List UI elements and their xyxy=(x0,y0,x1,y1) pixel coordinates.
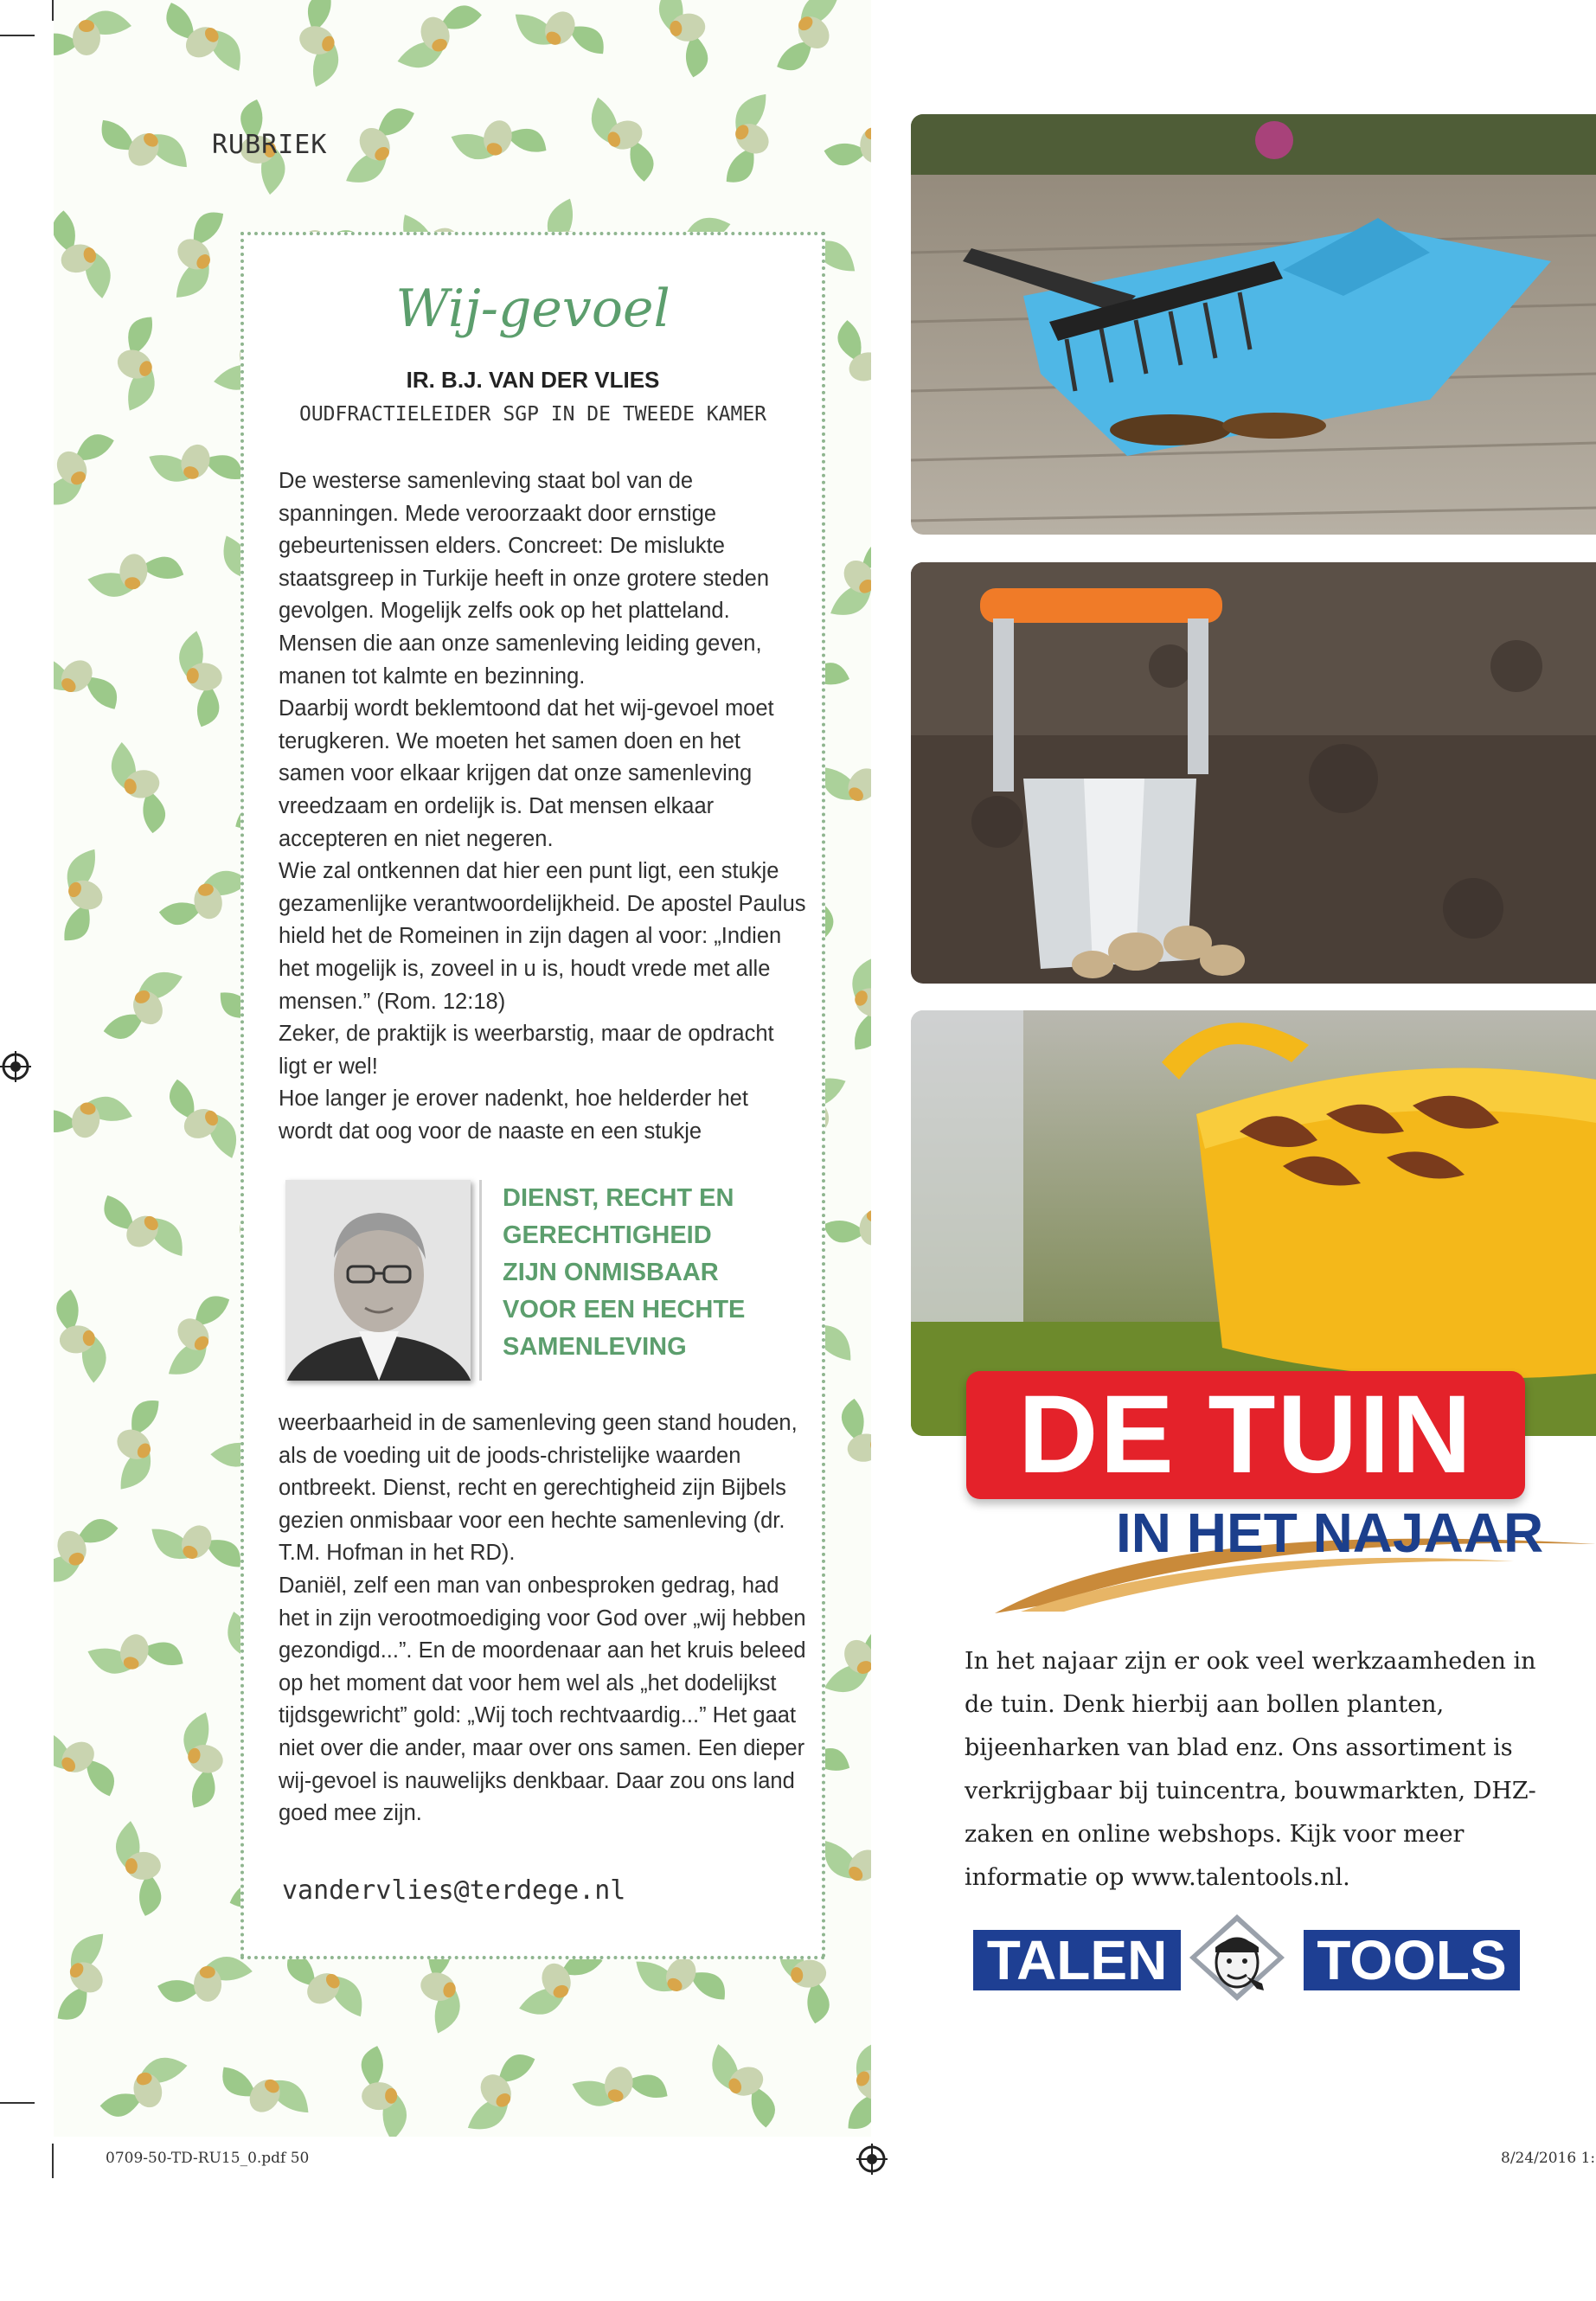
author-email[interactable]: vandervlies@terdege.nl xyxy=(282,1875,626,1906)
article-box xyxy=(240,232,825,1959)
registration-mark-icon xyxy=(856,2144,888,2175)
author-role: OUDFRACTIELEIDER SGP IN DE TWEEDE KAMER xyxy=(298,403,767,426)
talen-tools-logo xyxy=(973,1914,1520,2001)
quote-line: DIENST, RECHT EN xyxy=(503,1184,734,1212)
quote-line: SAMENLEVING xyxy=(503,1333,687,1361)
rubric-label: RUBRIEK xyxy=(212,130,328,160)
banner-subtitle: IN HET NAJAAR xyxy=(1116,1502,1544,1564)
paragraph: Hoe langer je erover nadenkt, hoe helderder het wordt dat oog voor de naaste en een stukje xyxy=(279,1086,748,1144)
footer-filename: 0709-50-TD-RU15_0.pdf 50 xyxy=(106,2150,310,2167)
paragraph: Daniël, zelf een man van onbesproken gedrag, had het in zijn verootmoediging voor God over „wij hebben gezondigd...”. En de moordenaar aan het kruis beleed op het moment dat voor hem wel als „het dodelijkst tijdsgewricht” gold: „Wij toch rechtvaardig...” Het gaat niet over die ander, maar over ons samen. Een dieper wij-gevoel is nauwelijks denkbaar. Daar zou ons land goed mee zijn. xyxy=(279,1573,806,1826)
registration-mark-icon xyxy=(0,1051,31,1082)
quote-line: GERECHTIGHEID xyxy=(503,1221,712,1249)
photo-bulb-planter xyxy=(911,562,1596,984)
quote-line: ZIJN ONMISBAAR xyxy=(503,1259,719,1286)
crop-mark xyxy=(0,2102,35,2104)
crop-mark xyxy=(52,2144,54,2178)
paragraph: Zeker, de praktijk is weerbarstig, maar de opdracht ligt er wel! xyxy=(279,1022,774,1079)
paragraph: Daarbij wordt beklemtoond dat het wij-gevoel moet terugkeren. We moeten het samen doen en het samen voor elkaar krijgen dat onze samenleving vreedzaam en ordelijk is. Dat mensen elkaar accepteren en niet negeren. xyxy=(279,696,774,851)
article-body-bottom xyxy=(279,1407,806,1830)
ad-description: In het najaar zijn er ook veel werkzaamheden in de tuin. Denk hierbij aan bollen planten, bijeenharken van blad enz. Ons assortiment is verkrijgbaar bij tuincentra, bouwmarkten, DHZ-zaken en online webshops. Kijk voor meer informatie op www.talentools.nl. xyxy=(965,1648,1536,1891)
logo-face-icon xyxy=(1189,1914,1285,2001)
footer-date: 8/24/2016 1: xyxy=(1501,2150,1596,2167)
crop-mark xyxy=(0,35,35,36)
paragraph: Wie zal ontkennen dat hier een punt ligt, een stukje gezamenlijke verantwoordelijkheid. De apostel Paulus hield het de Romeinen in zijn dagen al voor: „Indien het mogelijk is, zoveel in u is, houdt vrede met alle mensen.” (Rom. 12:18) xyxy=(279,859,806,1014)
photo-rake-dustpan xyxy=(911,114,1596,535)
quote-line: VOOR EEN HECHTE xyxy=(503,1296,746,1324)
logo-text-left: TALEN xyxy=(973,1930,1181,1990)
banner-title: DE TUIN xyxy=(1018,1373,1473,1497)
article-title: Wij-gevoel xyxy=(395,279,670,339)
ad-banner xyxy=(966,1371,1525,1499)
logo-text-right: TOOLS xyxy=(1304,1930,1520,1990)
author-portrait xyxy=(285,1180,471,1381)
author-name: IR. B.J. VAN DER VLIES xyxy=(406,367,660,393)
paragraph: De westerse samenleving staat bol van de spanningen. Mede veroorzaakt door ernstige gebeurtenissen elders. Concreet: De mislukte staatsgreep in Turkije heeft in onze grotere steden gevolgen. Mogelijk zelfs ook op het platteland. Mensen die aan onze samenleving leiding geven, manen tot kalmte en bezinning. xyxy=(279,469,770,689)
paragraph: weerbaarheid in de samenleving geen stand houden, als de voeding uit de joods-christelijke waarden ontbreekt. Dienst, recht en gerechtigheid zijn Bijbels gezien onmisbaar voor een hechte samenleving (dr. T.M. Hofman in het RD). xyxy=(279,1411,798,1566)
pull-quote xyxy=(479,1180,801,1381)
article-body-top xyxy=(279,465,806,1148)
